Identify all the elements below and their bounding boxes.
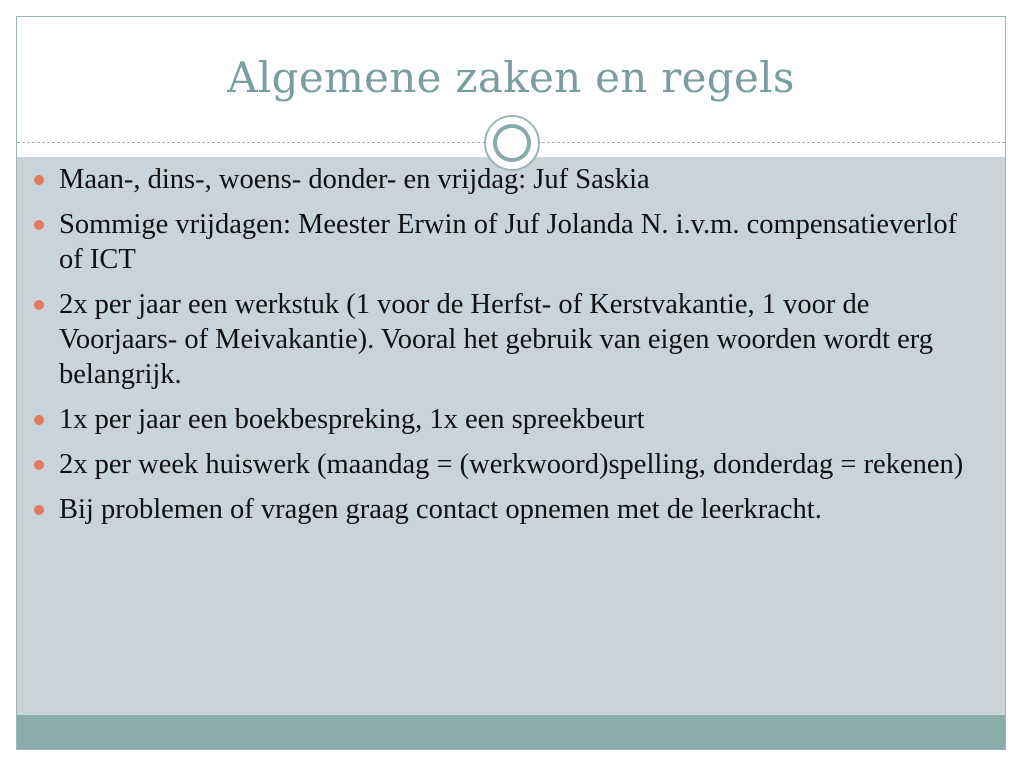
bullet-dot-icon (34, 300, 44, 310)
list-item-text: Maan-, dins-, woens- donder- en vrijdag: Juf Saskia (59, 164, 650, 195)
list-item-text: Bij problemen of vragen graag contact opnemen met de leerkracht. (59, 494, 822, 525)
list-item (34, 207, 964, 277)
bullet-dot-icon (34, 220, 44, 230)
list-item (34, 492, 964, 527)
bullet-dot-icon (34, 505, 44, 515)
list-item (34, 447, 964, 482)
bullet-dot-icon (34, 460, 44, 470)
footer-band (17, 715, 1005, 750)
bullet-dot-icon (34, 175, 44, 185)
bullet-list (34, 162, 964, 537)
list-item-text: 2x per week huiswerk (maandag = (werkwoord)spelling, donderdag = rekenen) (59, 449, 964, 480)
list-item-text: 1x per jaar een boekbespreking, 1x een spreekbeurt (59, 404, 645, 435)
list-item (34, 402, 964, 437)
slide-title: Algemene zaken en regels (227, 53, 795, 102)
list-item-text: 2x per jaar een werkstuk (1 voor de Herfst- of Kerstvakantie, 1 voor de Voorjaars- of Meivakantie). Vooral het gebruik van eigen woorden wordt erg belangrijk. (59, 289, 934, 390)
bullet-dot-icon (34, 415, 44, 425)
list-item (34, 287, 964, 392)
list-item-text: Sommige vrijdagen: Meester Erwin of Juf Jolanda N. i.v.m. compensatieverlof of ICT (59, 209, 958, 275)
ring-ornament-inner (493, 124, 531, 162)
list-item (34, 162, 964, 197)
